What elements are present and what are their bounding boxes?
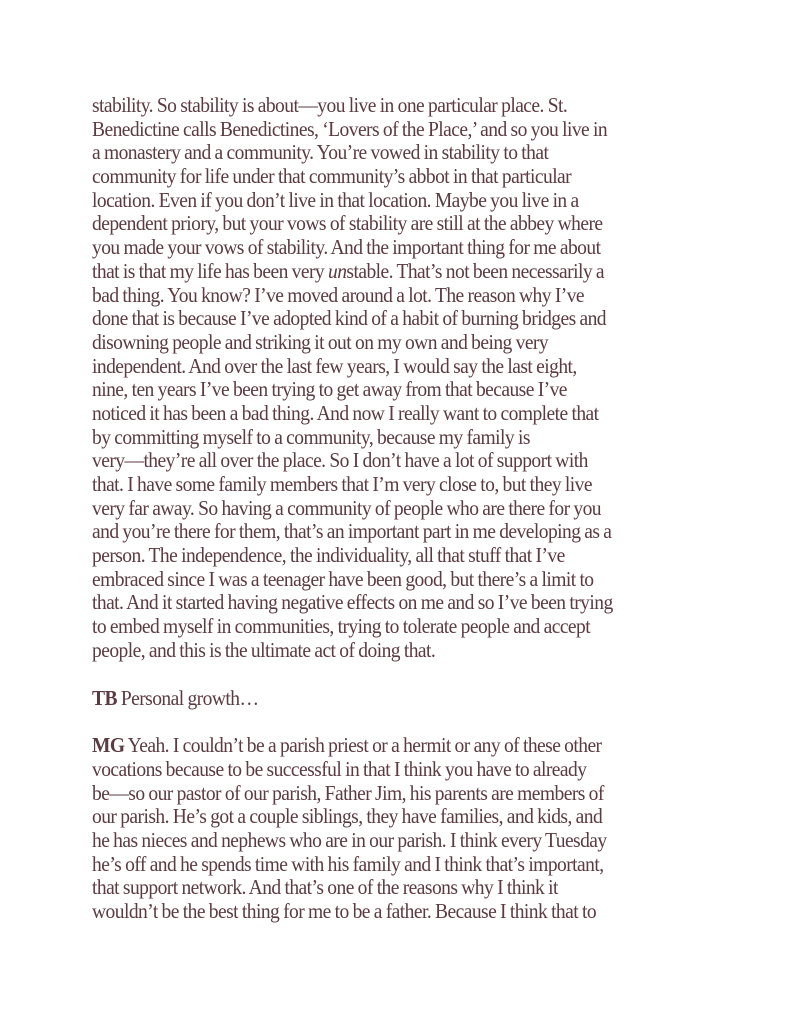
text-line: dependent priory, but your vows of stability are still at the abbey where [92, 211, 603, 236]
text-line: people, and this is the ultimate act of doing that. [92, 637, 436, 662]
text-line: person. The independence, the individuality, all that stuff that I’ve [92, 543, 565, 568]
text-line: embraced since I was a teenager have been good, but there’s a limit to [92, 566, 594, 591]
text-line: bad thing. You know? I’ve moved around a lot. The reason why I’ve [92, 282, 585, 307]
text-line: very far away. So having a community of people who are there for you [92, 495, 602, 520]
interview-transcript-page [92, 94, 687, 924]
text-segment: Personal growth… [120, 685, 259, 710]
text-line-with-emphasis [92, 260, 687, 284]
paragraph-spacer [92, 710, 687, 734]
text-line: vocations because to be successful in that I think you have to already [92, 756, 587, 781]
emphasized-text: un [328, 258, 347, 283]
transcript-paragraph-mg-continued [92, 94, 687, 663]
speaker-label: TB [92, 685, 117, 710]
text-segment: Yeah. I couldn’t be a parish priest or a hermit or any of these other [127, 733, 602, 758]
text-line: location. Even if you don’t live in that location. Maybe you live in a [92, 187, 579, 212]
text-line: community for life under that community’s abbot in that particular [92, 164, 572, 189]
text-line: to embed myself in communities, trying to tolerate people and accept [92, 614, 591, 639]
paragraph-spacer [92, 663, 687, 687]
text-line: very—they’re all over the place. So I don’t have a lot of support with [92, 448, 588, 473]
text-segment: that is that my life has been very [92, 258, 329, 283]
text-segment: stable. That’s not been necessarily a [346, 258, 605, 283]
text-line: a monastery and a community. You’re vowed in stability to that [92, 140, 549, 165]
text-line: noticed it has been a bad thing. And now I really want to complete that [92, 400, 599, 425]
transcript-paragraph-tb [92, 687, 687, 711]
text-line: wouldn’t be the best thing for me to be a father. Because I think that to [92, 899, 597, 923]
text-line: and you’re there for them, that’s an important part in me developing as a [92, 519, 612, 544]
text-line: that. And it started having negative effects on me and so I’ve been trying [92, 590, 613, 615]
transcript-paragraph-mg [92, 734, 687, 924]
text-line: that. I have some family members that I’m very close to, but they live [92, 472, 592, 496]
text-line: nine, ten years I’ve been trying to get away from that because I’ve [92, 377, 567, 402]
text-line: our parish. He’s got a couple siblings, they have families, and kids, and [92, 804, 603, 829]
text-line: that support network. And that’s one of the reasons why I think it [92, 875, 558, 900]
text-line: disowning people and striking it out on my own and being very [92, 329, 549, 354]
text-line: he’s off and he spends time with his family and I think that’s important, [92, 851, 604, 876]
text-line: Benedictine calls Benedictines, ‘Lovers of the Place,’ and so you live in [92, 116, 608, 141]
text-line: you made your vows of stability. And the important thing for me about [92, 235, 601, 260]
text-line: by committing myself to a community, because my family is [92, 424, 530, 449]
text-line: done that is because I’ve adopted kind of a habit of burning bridges and [92, 306, 607, 331]
text-line: independent. And over the last few years, I would say the last eight, [92, 353, 577, 378]
text-line [92, 687, 687, 711]
text-line [92, 734, 687, 758]
text-line: be—so our pastor of our parish, Father Jim, his parents are members of [92, 780, 604, 805]
text-line: stability. So stability is about—you live in one particular place. St. [92, 93, 568, 117]
speaker-label: MG [92, 733, 125, 758]
text-line: he has nieces and nephews who are in our parish. I think every Tuesday [92, 827, 607, 852]
